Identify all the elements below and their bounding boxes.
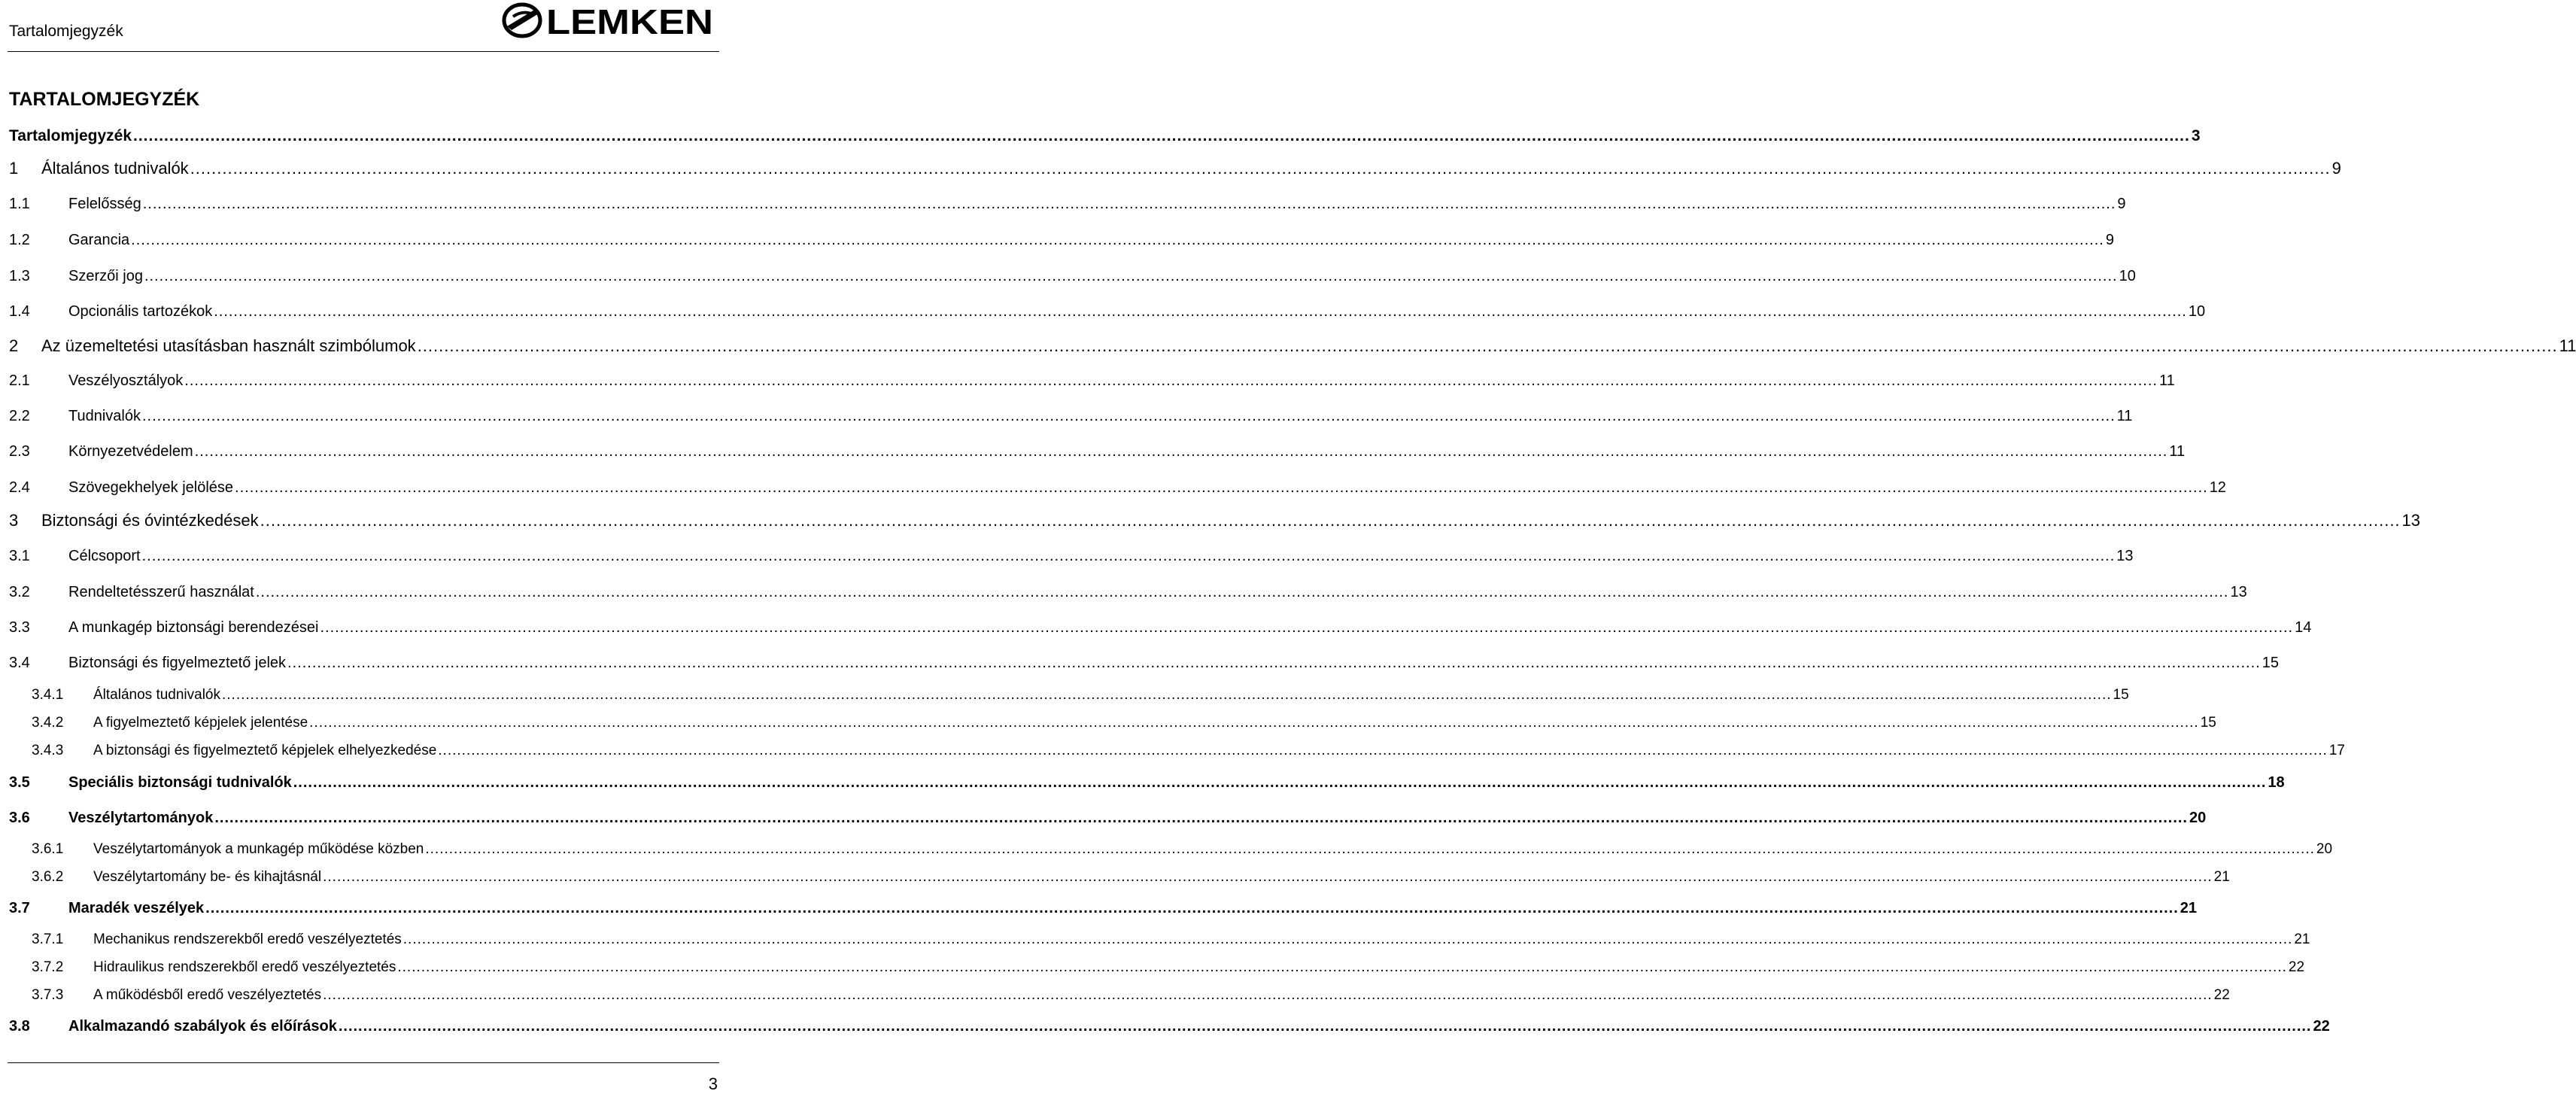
toc-entry-page: 22 bbox=[2288, 959, 2305, 975]
toc-entry-label: Speciális biztonsági tudnivalók bbox=[68, 774, 292, 791]
toc-entry-label: Általános tudnivalók bbox=[93, 687, 220, 703]
toc-entry-number: 3.6 bbox=[9, 810, 30, 826]
toc-entry[interactable] bbox=[9, 810, 2207, 826]
toc-entry[interactable] bbox=[9, 232, 2114, 248]
toc-entry-number: 3.7.2 bbox=[32, 959, 64, 975]
toc-dot-leader: ................................................................................................................................................................................................................................................................................................................................................................................................................ bbox=[323, 869, 2213, 885]
toc-entry-label: A biztonsági és figyelmeztető képjelek elhelyezkedése bbox=[93, 743, 437, 758]
page-number: 3 bbox=[708, 1074, 718, 1093]
toc-entry-number: 3.3 bbox=[9, 619, 30, 636]
toc-entry[interactable] bbox=[32, 931, 2310, 947]
toc-entry[interactable] bbox=[9, 619, 2312, 636]
toc-entry-page: 13 bbox=[2401, 511, 2421, 530]
toc-entry-number: 1.4 bbox=[9, 303, 30, 320]
toc-entry-number: 3.8 bbox=[9, 1018, 30, 1035]
toc-entry-page: 3 bbox=[2191, 127, 2201, 144]
toc-entry-number: 2.2 bbox=[9, 408, 30, 424]
toc-entry[interactable] bbox=[9, 548, 2134, 564]
toc-entry[interactable] bbox=[9, 774, 2285, 791]
toc-entry-label: Szerzői jog bbox=[68, 268, 143, 284]
toc-entry-page: 18 bbox=[2268, 774, 2285, 791]
toc-entry-label: Általános tudnivalók bbox=[41, 159, 189, 178]
toc-dot-leader: ................................................................................................................................................................................................................................................................................................................................................................................................................ bbox=[320, 619, 2294, 636]
toc-entry-page: 9 bbox=[2331, 159, 2341, 178]
toc-entry-number: 3.7 bbox=[9, 900, 30, 916]
toc-entry-number: 3.5 bbox=[9, 774, 30, 791]
toc-dot-leader: ................................................................................................................................................................................................................................................................................................................................................................................................................ bbox=[338, 1018, 2312, 1035]
toc-dot-leader: ................................................................................................................................................................................................................................................................................................................................................................................................................ bbox=[425, 841, 2315, 857]
toc-entry-label: A munkagép biztonsági berendezései bbox=[68, 619, 319, 636]
toc-entry-page: 13 bbox=[2116, 548, 2134, 564]
toc-entry[interactable] bbox=[32, 687, 2129, 703]
toc-dot-leader: ................................................................................................................................................................................................................................................................................................................................................................................................................ bbox=[205, 900, 2179, 916]
toc-entry[interactable] bbox=[9, 336, 2576, 355]
toc-dot-leader: ................................................................................................................................................................................................................................................................................................................................................................................................................ bbox=[184, 372, 2158, 389]
toc-entry-label: Az üzemeltetési utasításban használt szimbólumok bbox=[41, 336, 416, 355]
toc-entry[interactable] bbox=[9, 303, 2206, 320]
toc-entry-label: Rendeltetésszerű használat bbox=[68, 584, 254, 600]
toc-entry-number: 2.3 bbox=[9, 443, 30, 460]
toc-entry-label: Hidraulikus rendszerekből eredő veszélyeztetés bbox=[93, 959, 396, 975]
toc-entry-page: 9 bbox=[2105, 232, 2114, 248]
toc-dot-leader: ................................................................................................................................................................................................................................................................................................................................................................................................................ bbox=[287, 655, 2261, 671]
toc-entry-page: 9 bbox=[2117, 196, 2126, 212]
toc-entry-number: 3 bbox=[9, 511, 19, 530]
toc-entry[interactable] bbox=[9, 655, 2279, 671]
toc-entry-label: Veszélytartomány be- és kihajtásnál bbox=[93, 869, 322, 885]
toc-entry-number: 3.4.3 bbox=[32, 743, 64, 758]
toc-entry-label: Mechanikus rendszerekből eredő veszélyeztetés bbox=[93, 931, 402, 947]
toc-dot-leader: ................................................................................................................................................................................................................................................................................................................................................................................................................ bbox=[131, 232, 2104, 248]
toc-entry-page: 15 bbox=[2262, 655, 2279, 671]
toc-entry-number: 1.2 bbox=[9, 232, 30, 248]
toc-dot-leader: ................................................................................................................................................................................................................................................................................................................................................................................................................ bbox=[141, 408, 2116, 424]
toc-entry-page: 17 bbox=[2328, 743, 2345, 758]
toc-entry-label: Maradék veszélyek bbox=[68, 900, 205, 916]
toc-entry-page: 20 bbox=[2316, 841, 2333, 857]
toc-entry[interactable] bbox=[9, 196, 2126, 212]
toc-dot-leader: ................................................................................................................................................................................................................................................................................................................................................................................................................ bbox=[438, 743, 2328, 758]
toc-entry-number: 3.4.2 bbox=[32, 715, 64, 731]
svg-text:LEMKEN: LEMKEN bbox=[546, 2, 713, 41]
toc-dot-leader: ................................................................................................................................................................................................................................................................................................................................................................................................................ bbox=[214, 810, 2188, 826]
toc-dot-leader: ................................................................................................................................................................................................................................................................................................................................................................................................................ bbox=[142, 196, 2116, 212]
toc-entry-number: 3.4 bbox=[9, 655, 30, 671]
toc-entry-number: 3.6.1 bbox=[32, 841, 64, 857]
toc-entry-page: 10 bbox=[2188, 303, 2206, 320]
toc-dot-leader: ................................................................................................................................................................................................................................................................................................................................................................................................................ bbox=[397, 959, 2287, 975]
toc-entry-label: Célcsoport bbox=[68, 548, 141, 564]
toc-entry-number: 3.1 bbox=[9, 548, 30, 564]
toc-entry-page: 12 bbox=[2209, 479, 2226, 496]
toc-entry[interactable] bbox=[9, 584, 2247, 600]
toc-entry-label: Veszélyosztályok bbox=[68, 372, 184, 389]
toc-entry-number: 3.7.1 bbox=[32, 931, 64, 947]
toc-entry-number: 3.7.3 bbox=[32, 987, 64, 1003]
toc-entry-number: 2.1 bbox=[9, 372, 30, 389]
toc-entry-number: 3.4.1 bbox=[32, 687, 64, 703]
toc-entry-label: Alkalmazandó szabályok és előírások bbox=[68, 1018, 337, 1035]
toc-dot-leader: ................................................................................................................................................................................................................................................................................................................................................................................................................ bbox=[402, 931, 2293, 947]
toc-entry-label: Tudnivalók bbox=[68, 408, 141, 424]
toc-entry-label: A működésből eredő veszélyeztetés bbox=[93, 987, 322, 1003]
toc-entry[interactable] bbox=[9, 408, 2133, 424]
toc-entry-page: 21 bbox=[2213, 869, 2230, 885]
toc-dot-leader: ................................................................................................................................................................................................................................................................................................................................................................................................................ bbox=[323, 987, 2213, 1003]
toc-dot-leader: ................................................................................................................................................................................................................................................................................................................................................................................................................ bbox=[141, 548, 2116, 564]
header-title: Tartalomjegyzék bbox=[9, 23, 123, 40]
toc-entry-page: 21 bbox=[2180, 900, 2198, 916]
toc-entry-page: 11 bbox=[2169, 443, 2186, 460]
toc-entry-label: Felelősség bbox=[68, 196, 141, 212]
toc-entry[interactable] bbox=[9, 900, 2198, 916]
toc-entry-number: 1.3 bbox=[9, 268, 30, 284]
toc-dot-leader: ................................................................................................................................................................................................................................................................................................................................................................................................................ bbox=[260, 511, 2401, 530]
footer-divider bbox=[8, 1062, 719, 1063]
toc-entry[interactable] bbox=[9, 511, 2421, 530]
toc-dot-leader: ................................................................................................................................................................................................................................................................................................................................................................................................................ bbox=[222, 687, 2112, 703]
toc-entry[interactable] bbox=[9, 372, 2175, 389]
toc-entry-page: 11 bbox=[2559, 336, 2576, 355]
toc-entry-label: Veszélytartományok a munkagép működése közben bbox=[93, 841, 424, 857]
toc-entry-number: 3.2 bbox=[9, 584, 30, 600]
toc-entry[interactable] bbox=[9, 127, 2201, 144]
toc-dot-leader: ................................................................................................................................................................................................................................................................................................................................................................................................................ bbox=[417, 336, 2558, 355]
toc-entry[interactable] bbox=[32, 841, 2333, 857]
toc-entry[interactable] bbox=[32, 869, 2230, 885]
toc-entry-label: A figyelmeztető képjelek jelentése bbox=[93, 715, 308, 731]
toc-entry-label: Veszélytartományok bbox=[68, 810, 214, 826]
toc-entry-page: 11 bbox=[2158, 372, 2175, 389]
toc-dot-leader: ................................................................................................................................................................................................................................................................................................................................................................................................................ bbox=[190, 159, 2331, 178]
toc-entry-label: Tartalomjegyzék bbox=[9, 127, 132, 144]
toc-dot-leader: ................................................................................................................................................................................................................................................................................................................................................................................................................ bbox=[235, 479, 2208, 496]
toc-entry-page: 22 bbox=[2213, 987, 2230, 1003]
toc-dot-leader: ................................................................................................................................................................................................................................................................................................................................................................................................................ bbox=[133, 127, 2190, 144]
toc-entry-number: 1.1 bbox=[9, 196, 30, 212]
toc-entry[interactable] bbox=[9, 268, 2136, 284]
toc-entry[interactable] bbox=[9, 1018, 2330, 1035]
toc-entry-label: Környezetvédelem bbox=[68, 443, 193, 460]
toc-entry-page: 13 bbox=[2230, 584, 2247, 600]
toc-dot-leader: ................................................................................................................................................................................................................................................................................................................................................................................................................ bbox=[255, 584, 2229, 600]
toc-dot-leader: ................................................................................................................................................................................................................................................................................................................................................................................................................ bbox=[309, 715, 2199, 731]
toc-entry-label: Biztonsági és óvintézkedések bbox=[41, 511, 259, 530]
toc-entry-number: 1 bbox=[9, 159, 19, 178]
toc-entry[interactable] bbox=[9, 159, 2341, 178]
page-title: TARTALOMJEGYZÉK bbox=[9, 89, 200, 110]
toc-entry-page: 22 bbox=[2313, 1018, 2330, 1035]
toc-entry[interactable] bbox=[9, 443, 2186, 460]
toc-entry[interactable] bbox=[32, 715, 2216, 731]
toc-entry-label: Garancia bbox=[68, 232, 130, 248]
toc-entry[interactable] bbox=[32, 959, 2305, 975]
toc-entry-label: Opcionális tartozékok bbox=[68, 303, 213, 320]
toc-dot-leader: ................................................................................................................................................................................................................................................................................................................................................................................................................ bbox=[214, 303, 2187, 320]
toc-entry-label: Biztonsági és figyelmeztető jelek bbox=[68, 655, 287, 671]
toc-entry-number: 2.4 bbox=[9, 479, 30, 496]
toc-entry-page: 14 bbox=[2295, 619, 2312, 636]
toc-entry-label: Szövegekhelyek jelölése bbox=[68, 479, 234, 496]
toc-entry-page: 11 bbox=[2116, 408, 2133, 424]
toc-dot-leader: ................................................................................................................................................................................................................................................................................................................................................................................................................ bbox=[293, 774, 2267, 791]
toc-entry[interactable] bbox=[32, 743, 2345, 758]
toc-dot-leader: ................................................................................................................................................................................................................................................................................................................................................................................................................ bbox=[144, 268, 2118, 284]
toc-entry-page: 20 bbox=[2189, 810, 2207, 826]
toc-entry-page: 15 bbox=[2200, 715, 2216, 731]
toc-entry-page: 10 bbox=[2119, 268, 2136, 284]
toc-entry-number: 3.6.2 bbox=[32, 869, 64, 885]
toc-entry[interactable] bbox=[32, 987, 2230, 1003]
toc-entry-page: 15 bbox=[2113, 687, 2129, 703]
toc-dot-leader: ................................................................................................................................................................................................................................................................................................................................................................................................................ bbox=[194, 443, 2168, 460]
toc-entry-page: 21 bbox=[2294, 931, 2310, 947]
toc-entry-number: 2 bbox=[9, 336, 19, 355]
toc-entry[interactable] bbox=[9, 479, 2226, 496]
